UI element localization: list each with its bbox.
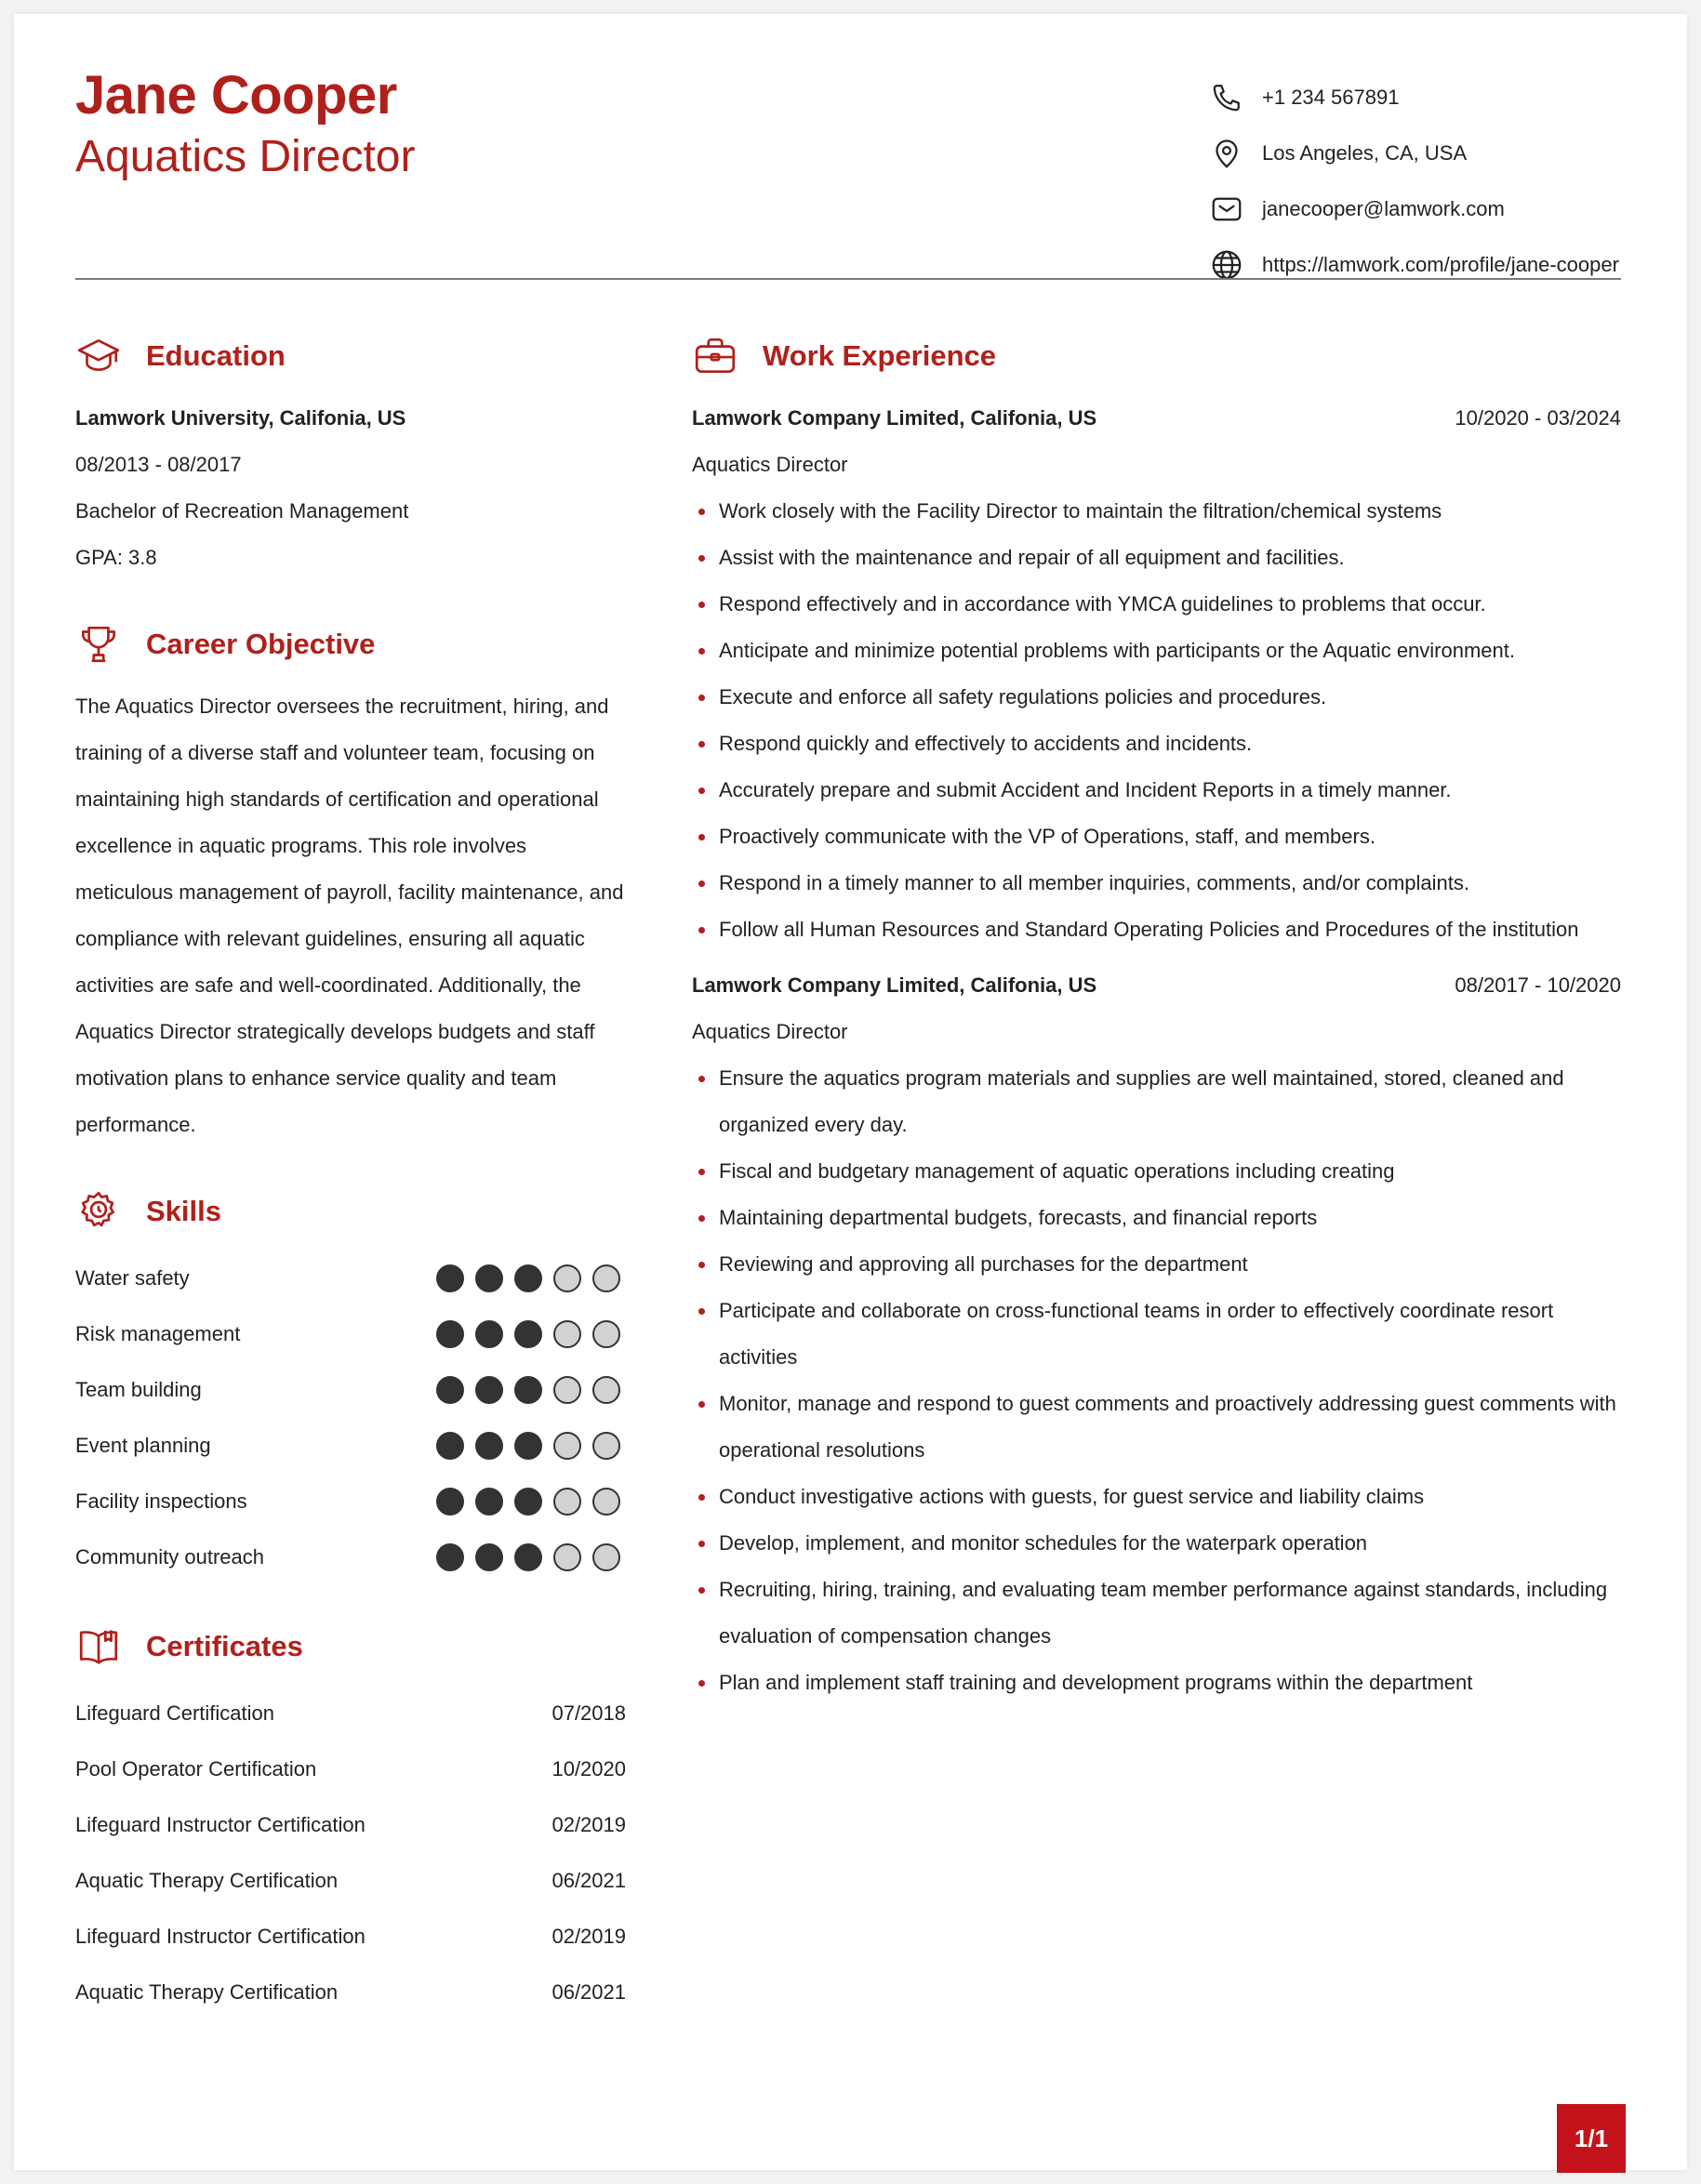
job-bullet: Accurately prepare and submit Accident and Incident Reports in a timely manner. xyxy=(692,767,1621,814)
job-header xyxy=(692,395,1621,442)
job-bullet: Participate and collaborate on cross-functional teams in order to effectively coordinate resort activities xyxy=(692,1288,1621,1381)
education-heading xyxy=(75,328,626,384)
skill-rating xyxy=(436,1376,620,1404)
skill-name: Facility inspections xyxy=(75,1489,247,1513)
rating-dot-empty xyxy=(592,1432,620,1460)
book-icon xyxy=(75,1623,122,1670)
skill-rating xyxy=(436,1543,620,1571)
job-bullets xyxy=(692,488,1621,953)
graduation-cap-icon xyxy=(75,333,122,379)
skills-heading xyxy=(75,1184,626,1239)
certificate-name: Pool Operator Certification xyxy=(75,1757,317,1780)
job-bullet: Proactively communicate with the VP of Operations, staff, and members. xyxy=(692,814,1621,860)
objective-heading xyxy=(75,616,626,672)
right-column xyxy=(692,328,1621,1706)
experience-heading-text: Work Experience xyxy=(763,339,996,372)
rating-dot-filled xyxy=(514,1376,542,1404)
certificate-row xyxy=(75,1909,626,1965)
education-degree: Bachelor of Recreation Management xyxy=(75,499,409,523)
job-bullet: Respond in a timely manner to all member inquiries, comments, and/or complaints. xyxy=(692,860,1621,907)
education-gpa: GPA: 3.8 xyxy=(75,546,157,569)
rating-dot-filled xyxy=(475,1320,503,1348)
skill-row xyxy=(75,1418,626,1474)
job-bullet: Follow all Human Resources and Standard Operating Policies and Procedures of the institution xyxy=(692,907,1621,953)
certificates-heading-text: Certificates xyxy=(146,1630,303,1662)
skill-rating xyxy=(436,1264,620,1292)
job-bullet: Reviewing and approving all purchases for the department xyxy=(692,1241,1621,1288)
experience-heading xyxy=(692,328,1621,384)
rating-dot-filled xyxy=(436,1320,464,1348)
candidate-name: Jane Cooper xyxy=(75,65,397,126)
certificate-name: Aquatic Therapy Certification xyxy=(75,1980,339,2004)
rating-dot-filled xyxy=(514,1543,542,1571)
location-text: Los Angeles, CA, USA xyxy=(1262,141,1468,165)
contact-website[interactable] xyxy=(1210,237,1638,293)
job-entry xyxy=(692,962,1621,1706)
certificate-date: 06/2021 xyxy=(551,1869,626,1892)
job-bullet: Respond quickly and effectively to accidents and incidents. xyxy=(692,721,1621,767)
email-icon xyxy=(1210,192,1243,226)
skill-rating xyxy=(436,1320,620,1348)
job-header xyxy=(692,962,1621,1009)
skill-row xyxy=(75,1362,626,1418)
rating-dot-filled xyxy=(514,1488,542,1516)
certificate-date: 07/2018 xyxy=(551,1701,626,1725)
contact-phone[interactable] xyxy=(1210,70,1638,126)
job-company: Lamwork Company Limited, Califonia, US xyxy=(692,973,1097,997)
gear-icon xyxy=(75,1188,122,1235)
jobs-list xyxy=(692,395,1621,1706)
rating-dot-filled xyxy=(436,1376,464,1404)
rating-dot-empty xyxy=(553,1432,581,1460)
phone-text: +1 234 567891 xyxy=(1262,86,1400,109)
certificates-heading xyxy=(75,1619,626,1674)
rating-dot-filled xyxy=(436,1264,464,1292)
job-bullet: Recruiting, hiring, training, and evaluating team member performance against standards, including evaluation of compensation changes xyxy=(692,1567,1621,1660)
objective-heading-text: Career Objective xyxy=(146,628,376,660)
job-bullets xyxy=(692,1055,1621,1706)
left-column xyxy=(75,328,626,2020)
job-entry xyxy=(692,395,1621,953)
rating-dot-filled xyxy=(514,1432,542,1460)
certificates-section xyxy=(75,1619,626,2020)
objective-text: The Aquatics Director oversees the recruitment, hiring, and training of a diverse staff and volunteer team, focusing on maintaining high standards of certification and operational excellence in aquatic programs. This role involves meticulous management of payroll, facility maintenance, and compliance with relevant guidelines, ensuring all aquatic activities are safe and well-coordinated. Additionally, the Aquatics Director strategically develops budgets and staff motivation plans to enhance service quality and team performance. xyxy=(75,695,624,1136)
job-bullet: Assist with the maintenance and repair of all equipment and facilities. xyxy=(692,535,1621,581)
skill-name: Risk management xyxy=(75,1322,241,1345)
experience-section xyxy=(692,328,1621,1706)
skill-rating xyxy=(436,1432,620,1460)
rating-dot-filled xyxy=(475,1432,503,1460)
skill-name: Event planning xyxy=(75,1434,211,1457)
certificate-name: Lifeguard Certification xyxy=(75,1701,275,1725)
globe-icon xyxy=(1210,248,1243,282)
skill-row xyxy=(75,1529,626,1585)
website-text: https://lamwork.com/profile/jane-cooper xyxy=(1262,253,1619,276)
job-bullet: Plan and implement staff training and development programs within the department xyxy=(692,1660,1621,1706)
location-icon xyxy=(1210,137,1243,170)
education-section xyxy=(75,328,626,581)
phone-icon xyxy=(1210,81,1243,114)
rating-dot-filled xyxy=(475,1376,503,1404)
skill-name: Water safety xyxy=(75,1266,190,1290)
skills-heading-text: Skills xyxy=(146,1195,221,1227)
rating-dot-filled xyxy=(436,1488,464,1516)
job-role: Aquatics Director xyxy=(692,453,848,476)
certificate-row xyxy=(75,1686,626,1741)
certificate-date: 02/2019 xyxy=(551,1813,626,1836)
skill-name: Community outreach xyxy=(75,1545,264,1569)
job-dates: 08/2017 - 10/2020 xyxy=(1455,973,1621,997)
education-heading-text: Education xyxy=(146,339,286,372)
contact-location xyxy=(1210,126,1638,181)
job-bullet: Execute and enforce all safety regulations policies and procedures. xyxy=(692,674,1621,721)
contact-email[interactable] xyxy=(1210,181,1638,237)
job-bullet: Anticipate and minimize potential problems with participants or the Aquatic environment. xyxy=(692,628,1621,674)
job-bullet: Work closely with the Facility Director to maintain the filtration/chemical systems xyxy=(692,488,1621,535)
rating-dot-filled xyxy=(436,1543,464,1571)
rating-dot-empty xyxy=(553,1320,581,1348)
rating-dot-filled xyxy=(475,1488,503,1516)
certificate-row xyxy=(75,1797,626,1853)
certificate-row xyxy=(75,1965,626,2020)
job-bullet: Fiscal and budgetary management of aquatic operations including creating xyxy=(692,1148,1621,1195)
education-school: Lamwork University, Califonia, US xyxy=(75,406,406,430)
certificate-name: Aquatic Therapy Certification xyxy=(75,1869,339,1892)
job-bullet: Develop, implement, and monitor schedules for the waterpark operation xyxy=(692,1520,1621,1567)
rating-dot-empty xyxy=(592,1264,620,1292)
trophy-icon xyxy=(75,621,122,668)
candidate-title: Aquatics Director xyxy=(75,132,416,181)
rating-dot-empty xyxy=(592,1376,620,1404)
certificate-date: 10/2020 xyxy=(551,1757,626,1780)
briefcase-icon xyxy=(692,333,738,379)
job-company: Lamwork Company Limited, Califonia, US xyxy=(692,406,1097,430)
job-bullet: Maintaining departmental budgets, forecasts, and financial reports xyxy=(692,1195,1621,1241)
certificate-date: 02/2019 xyxy=(551,1925,626,1948)
skill-name: Team building xyxy=(75,1378,202,1401)
education-dates: 08/2013 - 08/2017 xyxy=(75,453,242,476)
skill-row xyxy=(75,1306,626,1362)
skill-row xyxy=(75,1251,626,1306)
rating-dot-filled xyxy=(514,1264,542,1292)
certificates-list xyxy=(75,1686,626,2020)
page-indicator[interactable]: 1/1 xyxy=(1557,2104,1626,2173)
rating-dot-empty xyxy=(553,1488,581,1516)
job-bullet: Monitor, manage and respond to guest comments and proactively addressing guest comments with operational resolutions xyxy=(692,1381,1621,1474)
job-bullet: Ensure the aquatics program materials and supplies are well maintained, stored, cleaned and organized every day. xyxy=(692,1055,1621,1148)
rating-dot-filled xyxy=(514,1320,542,1348)
skills-section xyxy=(75,1184,626,1585)
certificate-name: Lifeguard Instructor Certification xyxy=(75,1813,365,1836)
rating-dot-filled xyxy=(475,1264,503,1292)
skills-list xyxy=(75,1251,626,1585)
objective-section xyxy=(75,616,626,1148)
resume-page xyxy=(14,14,1687,2170)
rating-dot-empty xyxy=(553,1264,581,1292)
rating-dot-filled xyxy=(475,1543,503,1571)
certificate-name: Lifeguard Instructor Certification xyxy=(75,1925,365,1948)
header-divider xyxy=(75,278,1621,280)
job-dates: 10/2020 - 03/2024 xyxy=(1455,406,1621,430)
certificate-row xyxy=(75,1741,626,1797)
rating-dot-empty xyxy=(553,1376,581,1404)
certificate-row xyxy=(75,1853,626,1909)
email-text: janecooper@lamwork.com xyxy=(1262,197,1505,220)
rating-dot-empty xyxy=(592,1488,620,1516)
skill-rating xyxy=(436,1488,620,1516)
rating-dot-empty xyxy=(592,1543,620,1571)
job-bullet: Conduct investigative actions with guests, for guest service and liability claims xyxy=(692,1474,1621,1520)
rating-dot-empty xyxy=(553,1543,581,1571)
rating-dot-filled xyxy=(436,1432,464,1460)
contact-list xyxy=(1210,70,1638,293)
rating-dot-empty xyxy=(592,1320,620,1348)
skill-row xyxy=(75,1474,626,1529)
job-bullet: Respond effectively and in accordance with YMCA guidelines to problems that occur. xyxy=(692,581,1621,628)
certificate-date: 06/2021 xyxy=(551,1980,626,2004)
job-role: Aquatics Director xyxy=(692,1020,848,1043)
